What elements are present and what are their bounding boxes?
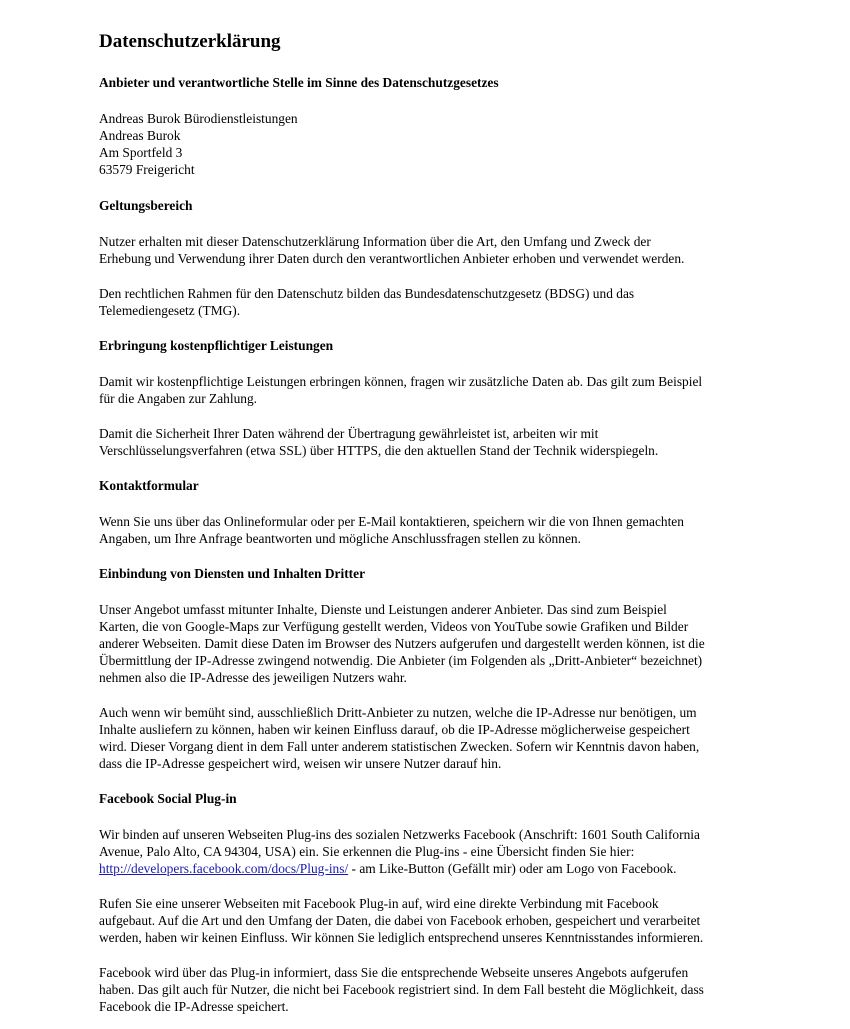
text-line: Wenn Sie uns über das Onlineformular oder per E-Mail kontaktieren, speichern wir die von Ihnen gemachten bbox=[99, 514, 684, 529]
text-line: Telemediengesetz (TMG). bbox=[99, 303, 241, 318]
address-line: 63579 Freigericht bbox=[99, 162, 195, 177]
text-line: werden, haben wir keinen Einfluss. Wir können Sie lediglich entsprechend unseres Kenntnisstandes informieren. bbox=[99, 930, 704, 945]
text-line: Nutzer erhalten mit dieser Datenschutzerklärung Information über die Art, den Umfang und Zweck der bbox=[99, 234, 651, 249]
text-line: Wir binden auf unseren Webseiten Plug-ins des sozialen Netzwerks Facebook (Anschrift: 1601 South California bbox=[99, 827, 700, 842]
text-line: Verschlüsselungsverfahren (etwa SSL) über HTTPS, die den aktuellen Stand der Technik widerspiegeln. bbox=[99, 443, 659, 458]
text-line: aufgebaut. Auf die Art und den Umfang der Daten, die dabei von Facebook erhoben, gespeichert und verarbeitet bbox=[99, 913, 701, 928]
text-line: Damit die Sicherheit Ihrer Daten während der Übertragung gewährleistet ist, arbeiten wir mit bbox=[99, 426, 599, 441]
text-line: Übermittlung der IP-Adresse zwingend notwendig. Die Anbieter (im Folgenden als „Dritt-Anbieter“ bezeichnet) bbox=[99, 653, 703, 668]
paragraph bbox=[99, 601, 790, 686]
paragraph bbox=[99, 373, 790, 407]
text-line: Rufen Sie eine unserer Webseiten mit Facebook Plug-in auf, wird eine direkte Verbindung mit Facebook bbox=[99, 896, 659, 911]
text-line: dass die IP-Adresse gespeichert wird, weisen wir unsere Nutzer darauf hin. bbox=[99, 756, 502, 771]
facebook-plugins-link[interactable]: http://developers.facebook.com/docs/Plug-ins/ bbox=[99, 861, 349, 876]
section-heading-facebook: Facebook Social Plug-in bbox=[99, 791, 237, 806]
section-heading-kontaktformular: Kontaktformular bbox=[99, 478, 199, 493]
paragraph bbox=[99, 704, 790, 772]
paragraph bbox=[99, 513, 790, 547]
text-line: für die Angaben zur Zahlung. bbox=[99, 391, 258, 406]
provider-heading: Anbieter und verantwortliche Stelle im Sinne des Datenschutzgesetzes bbox=[99, 75, 499, 90]
text-line: Angaben, um Ihre Anfrage beantworten und mögliche Anschlussfragen stellen zu können. bbox=[99, 531, 581, 546]
text-line bbox=[99, 860, 790, 877]
text-line: Facebook wird über das Plug-in informiert, dass Sie die entsprechende Webseite unseres Angebots aufgerufen bbox=[99, 965, 689, 980]
text-line: nehmen also die IP-Adresse des jeweiligen Nutzers wahr. bbox=[99, 670, 407, 685]
address-line: Andreas Burok Bürodienstleistungen bbox=[99, 111, 298, 126]
text-line: anderer Webseiten. Damit diese Daten im Browser des Nutzers aufgerufen und dargestellt werden können, ist die bbox=[99, 636, 705, 651]
text-line: haben. Das gilt auch für Nutzer, die nicht bei Facebook registriert sind. In dem Fall besteht die Möglichkeit, dass bbox=[99, 982, 704, 997]
text-line: Inhalte ausliefern zu können, haben wir keinen Einfluss darauf, ob die IP-Adresse möglicherweise gespeichert bbox=[99, 722, 690, 737]
paragraph bbox=[99, 826, 790, 877]
text-line: Unser Angebot umfasst mitunter Inhalte, Dienste und Leistungen anderer Anbieter. Das sind zum Beispiel bbox=[99, 602, 667, 617]
text-line: Den rechtlichen Rahmen für den Datenschutz bilden das Bundesdatenschutzgesetz (BDSG) und das bbox=[99, 286, 635, 301]
provider-address bbox=[99, 110, 790, 178]
text-line: Erhebung und Verwendung ihrer Daten durch den verantwortlichen Anbieter erhoben und verwendet werden. bbox=[99, 251, 685, 266]
text-line: Auch wenn wir bemüht sind, ausschließlich Dritt-Anbieter zu nutzen, welche die IP-Adresse nur benötigen, um bbox=[99, 705, 697, 720]
section-heading-leistungen: Erbringung kostenpflichtiger Leistungen bbox=[99, 338, 334, 353]
paragraph bbox=[99, 964, 790, 1015]
paragraph bbox=[99, 233, 790, 267]
paragraph bbox=[99, 895, 790, 946]
paragraph bbox=[99, 425, 790, 459]
address-line: Andreas Burok bbox=[99, 128, 181, 143]
paragraph bbox=[99, 285, 790, 319]
link-trailing-text: - am Like-Button (Gefällt mir) oder am Logo von Facebook. bbox=[348, 861, 677, 876]
section-heading-geltungsbereich: Geltungsbereich bbox=[99, 198, 193, 213]
text-line: Damit wir kostenpflichtige Leistungen erbringen können, fragen wir zusätzliche Daten ab. Das gilt zum Beispiel bbox=[99, 374, 703, 389]
text-line: Karten, die von Google-Maps zur Verfügung gestellt werden, Videos von YouTube sowie Grafiken und Bilder bbox=[99, 619, 689, 634]
page-title: Datenschutzerklärung bbox=[99, 31, 281, 52]
text-line: Facebook die IP-Adresse speichert. bbox=[99, 999, 289, 1014]
address-line: Am Sportfeld 3 bbox=[99, 145, 183, 160]
section-heading-dritte: Einbindung von Diensten und Inhalten Dritter bbox=[99, 566, 366, 581]
text-line: wird. Dieser Vorgang dient in dem Fall unter anderem statistischen Zwecken. Sofern wir Kenntnis davon haben, bbox=[99, 739, 700, 754]
text-line: Avenue, Palo Alto, CA 94304, USA) ein. Sie erkennen die Plug-ins - eine Übersicht finden Sie hier: bbox=[99, 844, 635, 859]
